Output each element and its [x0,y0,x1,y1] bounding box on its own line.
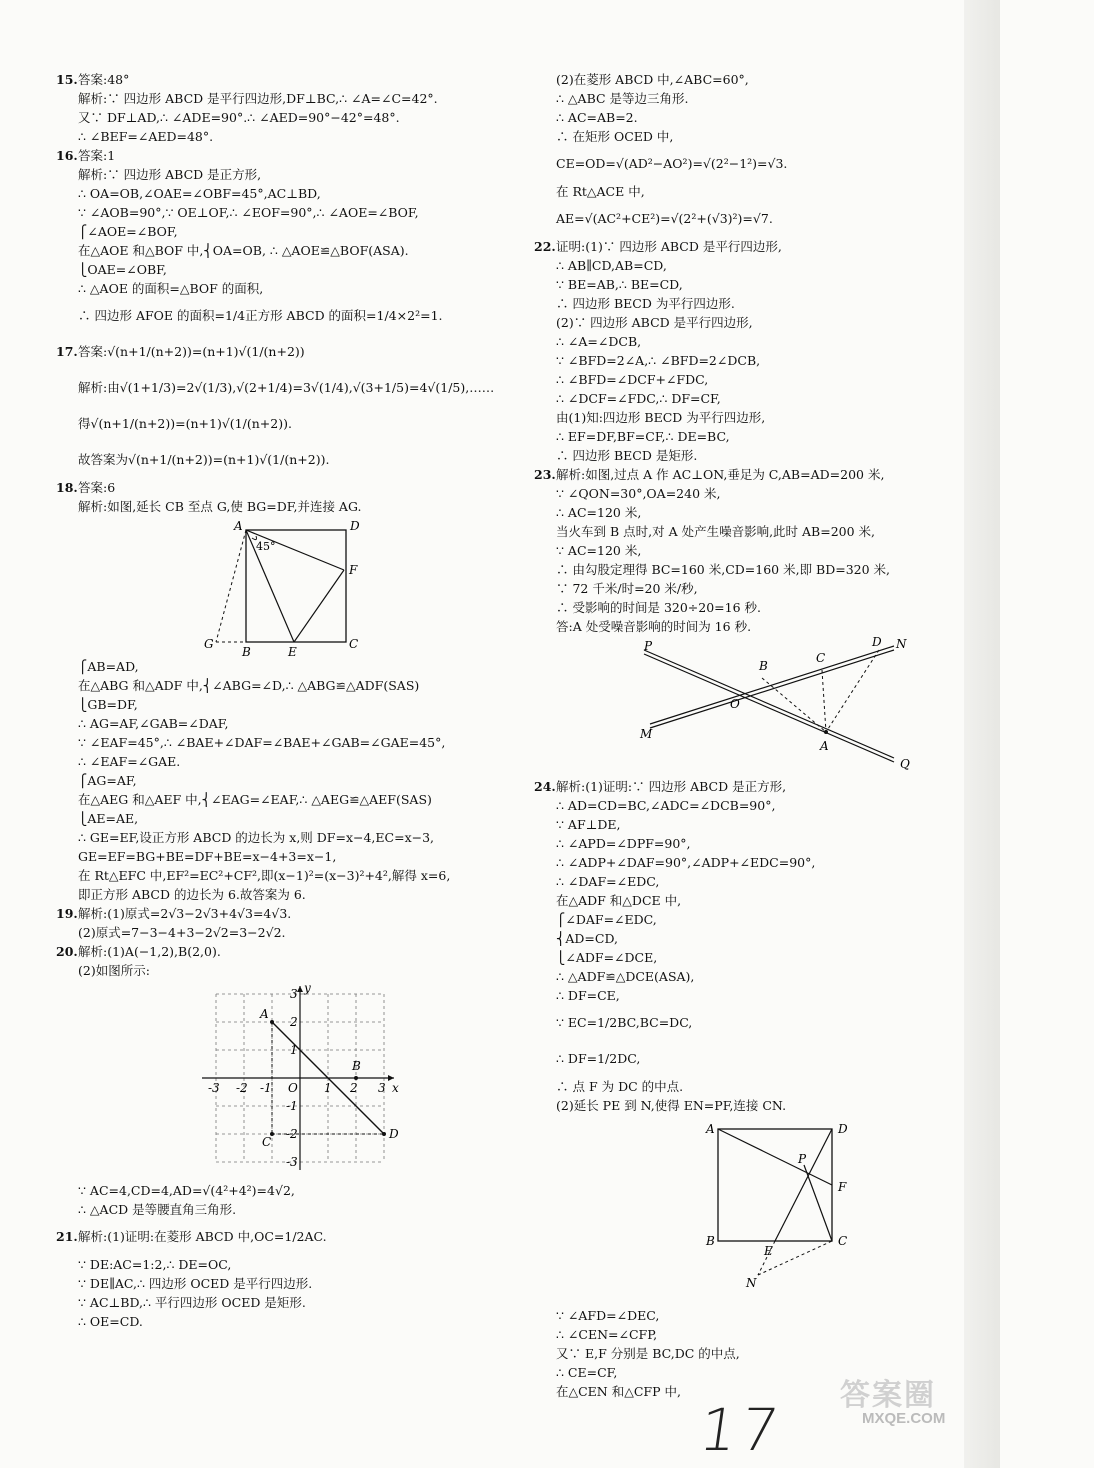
line-text: ⎩GB=DF, [78,697,138,712]
line-text: ∴ △AOE 的面积=△BOF 的面积, [78,281,264,296]
line-text: ⎩∠ADF=∠DCE, [556,950,658,965]
text-line [56,752,496,771]
line-text: ∵ EC=1/2BC,BC=DC, [556,1015,693,1030]
line-text: 在△AEG 和△AEF 中,⎨∠EAG=∠EAF,∴ △AEG≌△AEF(SAS) [78,792,432,807]
line-text: ∵ AC=120 米, [556,543,642,558]
svg-text:A: A [706,1122,715,1136]
text-line [56,771,496,790]
text-line [534,853,934,872]
text-line [534,127,934,146]
text-line [534,910,934,929]
text-line [534,1077,934,1096]
text-line [534,1041,934,1077]
svg-text:1: 1 [324,1081,332,1095]
line-text: 解析:如图,延长 CB 至点 G,使 BG=DF,并连接 AG. [78,499,362,514]
text-line [56,279,496,298]
line-text: ∴ 在矩形 OCED 中, [556,129,674,144]
text-line [534,389,934,408]
svg-text:E: E [764,1244,773,1258]
svg-text:A: A [820,739,829,753]
line-text: 答案:48° [78,72,130,87]
text-line [534,522,934,541]
text-line [56,406,496,442]
text-line [56,866,496,885]
figure-q18-square [166,519,466,659]
question-number: 17. [56,344,78,359]
text-line [56,89,496,108]
svg-text:F: F [838,1180,847,1194]
question-number: 15. [56,72,78,87]
svg-text:P: P [644,639,653,653]
line-text: 答案:√(n+1/(n+2))=(n+1)√(1/(n+2)) [78,344,305,359]
text-line [56,1274,496,1293]
line-text: 由(1)知:四边形 BECD 为平行四边形, [556,410,766,425]
line-text: 解析:∵ 四边形 ABCD 是正方形, [78,167,262,182]
line-text: ∵ AC⊥BD,∴ 平行四边形 OCED 是矩形. [78,1295,306,1310]
line-text: ∴ 四边形 BECD 是矩形. [556,448,698,463]
text-line [534,834,934,853]
question-number: 16. [56,148,78,163]
line-text: ⎧∠AOE=∠BOF, [78,224,178,239]
svg-text:C: C [816,651,826,665]
line-text: 当火车到 B 点时,对 A 处产生噪音影响,此时 AB=200 米, [556,524,876,539]
left-column [56,70,496,1331]
text-line [534,1096,934,1115]
line-text: ∴ 点 F 为 DC 的中点. [556,1079,684,1094]
text-line [56,733,496,752]
line-text: ∵ AF⊥DE, [556,817,621,832]
text-line [534,796,934,815]
line-text: ∴ ∠BFD=∠DCF+∠FDC, [556,372,709,387]
text-line [534,929,934,948]
watermark-logo: 答案圈 [840,1378,936,1413]
line-text: ∵ DE:AC=1:2,∴ DE=OC, [78,1257,232,1272]
text-line [534,332,934,351]
line-text: ∵ AC=4,CD=4,AD=√(4²+4²)=4√2, [78,1183,295,1198]
svg-text:-1: -1 [286,1099,298,1113]
line-text: ∴ ∠ADP+∠DAF=90°,∠ADP+∠EDC=90°, [556,855,816,870]
line-text: ∵ 72 千米/时=20 米/秒, [556,581,698,596]
text-line [56,442,496,478]
text-line [534,370,934,389]
line-text: ∴ EF=DF,BF=CF,∴ DE=BC, [556,429,730,444]
text-line [56,695,496,714]
line-text: 答:A 处受噪音影响的时间为 16 秒. [556,619,752,634]
line-text: ∵ DE∥AC,∴ 四边形 OCED 是平行四边形. [78,1276,313,1291]
line-text: ⎧AG=AF, [78,773,137,788]
text-line [56,676,496,695]
svg-text:D: D [872,635,882,649]
text-line [534,237,934,256]
line-text: ∵ ∠BFD=2∠A,∴ ∠BFD=2∠DCB, [556,353,761,368]
text-line [56,714,496,733]
text-line [534,815,934,834]
text-line [534,70,934,89]
text-line [534,427,934,446]
question-number: 20. [56,944,78,959]
text-line [534,313,934,332]
text-line [534,560,934,579]
text-line [534,201,934,237]
line-text: ∴ 四边形 BECD 为平行四边形. [556,296,735,311]
svg-text:3: 3 [378,1081,386,1095]
line-text: ∴ GE=EF,设正方形 ABCD 的边长为 x,则 DF=x−4,EC=x−3, [78,830,435,845]
line-text: 又∵ DF⊥AD,∴ ∠ADE=90°.∴ ∠AED=90°−42°=48°. [78,110,400,125]
text-line [56,828,496,847]
line-text: ∴ AB∥CD,AB=CD, [556,258,667,273]
line-text: CE=OD=√(AD²−AO²)=√(2²−1²)=√3. [556,156,788,171]
line-text: 在△ADF 和△DCE 中, [556,893,682,908]
line-text: ∵ ∠EAF=45°,∴ ∠BAE+∠DAF=∠BAE+∠GAB=∠GAE=45°, [78,735,446,750]
line-text: 故答案为√(n+1/(n+2))=(n+1)√(1/(n+2)). [78,452,330,467]
text-line [56,70,496,89]
line-text: ∵ BE=AB,∴ BE=CD, [556,277,683,292]
line-text: ⎧AB=AD, [78,659,139,674]
text-line [56,370,496,406]
line-text: 得√(n+1/(n+2))=(n+1)√(1/(n+2)). [78,416,292,431]
line-text: 证明:(1)∵ 四边形 ABCD 是平行四边形, [556,239,782,254]
text-line [56,222,496,241]
line-text: ∴ ∠DCF=∠FDC,∴ DF=CF, [556,391,721,406]
line-text: ∴ ∠CEN=∠CFP, [556,1327,658,1342]
svg-text:C: C [349,637,359,651]
svg-text:B: B [706,1234,715,1248]
question-number: 19. [56,906,78,921]
svg-text:1: 1 [290,1043,298,1057]
line-text: 答案:6 [78,480,116,495]
line-text: 解析:(1)A(−1,2),B(2,0). [78,944,221,959]
text-line [56,108,496,127]
figure-q20-grid [196,981,496,1174]
svg-text:2: 2 [350,1081,358,1095]
text-line [56,127,496,146]
svg-text:-2: -2 [286,1127,298,1141]
text-line [56,203,496,222]
text-line [56,298,496,334]
line-text: 在△CEN 和△CFP 中, [556,1384,681,1399]
svg-text:N: N [896,637,907,651]
text-line [56,1312,496,1331]
line-text: 解析:(1)原式=2√3−2√3+4√3=4√3. [78,906,292,921]
line-text: 解析:∵ 四边形 ABCD 是平行四边形,DF⊥BC,∴ ∠A=∠C=42°. [78,91,438,106]
text-line [56,260,496,279]
svg-text:B: B [759,659,768,673]
text-line [56,165,496,184]
text-line [534,891,934,910]
line-text: ∴ OA=OB,∠OAE=∠OBF=45°,AC⊥BD, [78,186,321,201]
text-line [56,497,496,516]
svg-text:G: G [204,637,214,651]
svg-text:-2: -2 [236,1081,248,1095]
figure-q23-railway [534,635,934,771]
line-text: ∴ OE=CD. [78,1314,143,1329]
line-text: (2)在菱形 ABCD 中,∠ABC=60°, [556,72,749,87]
svg-text:2: 2 [290,1015,298,1029]
text-line [534,351,934,370]
line-text: ⎧∠DAF=∠EDC, [556,912,657,927]
svg-text:O: O [288,1081,298,1095]
text-line [56,1255,496,1274]
question-number: 22. [534,239,556,254]
line-text: GE=EF=BG+BE=DF+BE=x−4+3=x−1, [78,849,337,864]
line-text: ∴ DF=CE, [556,988,620,1003]
line-text: 解析:(1)证明:在菱形 ABCD 中,OC=1/2AC. [78,1229,327,1244]
text-line [534,948,934,967]
left-block-2 [56,657,496,980]
line-text: ∴ AG=AF,∠GAB=∠DAF, [78,716,229,731]
figure-q24-square [694,1119,1094,1299]
text-line [534,1344,934,1363]
text-line [534,1005,934,1041]
text-line [56,146,496,165]
svg-text:M: M [640,727,653,741]
right-block-1 [534,70,934,636]
line-text: 在△AOE 和△BOF 中,⎨OA=OB, ∴ △AOE≌△BOF(ASA). [78,243,409,258]
question-number: 23. [534,467,556,482]
svg-text:B: B [242,645,251,659]
svg-text:-3: -3 [286,1155,298,1169]
text-line [534,617,934,636]
text-line [56,790,496,809]
line-text: ∴ 受影响的时间是 320÷20=16 秒. [556,600,762,615]
watermark-text: MXQE.COM [862,1410,946,1427]
svg-text:3: 3 [290,987,298,1001]
text-line [56,184,496,203]
text-line [56,1200,496,1219]
text-line [534,1306,934,1325]
left-block-3 [56,1181,496,1331]
line-text: ∴ ∠DAF=∠EDC, [556,874,660,889]
svg-text:B: B [352,1059,361,1073]
line-text: ∴ △ABC 是等边三角形. [556,91,689,106]
left-block-1 [56,70,496,516]
svg-text:P: P [798,1152,807,1166]
line-text: ∴ ∠EAF=∠GAE. [78,754,181,769]
text-line [56,885,496,904]
line-text: ⎩OAE=∠OBF, [78,262,167,277]
svg-text:F: F [349,563,358,577]
text-line [534,598,934,617]
text-line [534,986,934,1005]
line-text: (2)如图所示: [78,963,150,978]
line-text: ∴ AC=120 米, [556,505,642,520]
line-text: ∵ ∠AFD=∠DEC, [556,1308,660,1323]
text-line [534,275,934,294]
svg-text:D: D [350,519,360,533]
question-number: 18. [56,480,78,495]
text-line [534,294,934,313]
svg-text:D: D [838,1122,848,1136]
line-text: ∴ 由勾股定理得 BC=160 米,CD=160 米,即 BD=320 米, [556,562,891,577]
text-line [56,334,496,370]
text-line [56,241,496,260]
line-text: ∴ ∠BEF=∠AED=48°. [78,129,214,144]
line-text: 解析:如图,过点 A 作 AC⊥ON,垂足为 C,AB=AD=200 米, [556,467,885,482]
line-text: ∴ AC=AB=2. [556,110,638,125]
line-text: (2)延长 PE 到 N,使得 EN=PF,连接 CN. [556,1098,787,1113]
text-line [534,484,934,503]
line-text: ∴ AD=CD=BC,∠ADC=∠DCB=90°, [556,798,776,813]
text-line [56,847,496,866]
line-text: 答案:1 [78,148,116,163]
text-line [534,408,934,427]
line-text: 在△ABG 和△ADF 中,⎨∠ABG=∠D,∴ △ABG≌△ADF(SAS) [78,678,420,693]
svg-text:45°: 45° [256,540,276,553]
svg-text:C: C [838,1234,848,1248]
text-line [56,923,496,942]
svg-text:-1: -1 [260,1081,272,1095]
line-text: AE=√(AC²+CE²)=√(2²+(√3)²)=√7. [556,211,773,226]
line-text: 解析:由√(1+1/3)=2√(1/3),√(2+1/4)=3√(1/4),√(3+1/5)=4√(1/5),…… [78,380,495,395]
line-text: ∴ △ADF≌△DCE(ASA), [556,969,695,984]
text-line [56,478,496,497]
line-text: ∵ ∠AOB=90°,∵ OE⊥OF,∴ ∠EOF=90°,∴ ∠AOE=∠BOF, [78,205,419,220]
text-line [56,961,496,980]
text-line [534,541,934,560]
line-text: 在 Rt△ACE 中, [556,184,645,199]
svg-text:-3: -3 [208,1081,220,1095]
right-block-2 [534,777,934,1115]
svg-text:C: C [262,1135,272,1149]
text-line [534,256,934,275]
text-line [56,657,496,676]
svg-text:A: A [234,519,243,533]
line-text: ∴ DF=1/2DC, [556,1051,641,1066]
text-line [534,872,934,891]
line-text: 解析:(1)证明:∵ 四边形 ABCD 是正方形, [556,779,787,794]
text-line [534,146,934,182]
line-text: 即正方形 ABCD 的边长为 6.故答案为 6. [78,887,306,902]
page-number: 17 [695,1396,787,1464]
svg-text:D: D [389,1127,399,1141]
text-line [534,967,934,986]
text-line [534,446,934,465]
line-text: ⎩AE=AE, [78,811,139,826]
line-text: (2)原式=7−3−4+3−2√2=3−2√2. [78,925,286,940]
text-line [534,503,934,522]
text-line [56,904,496,923]
text-line [534,579,934,598]
svg-text:E: E [288,645,297,659]
text-line [534,182,934,201]
question-number: 21. [56,1229,78,1244]
svg-text:N: N [746,1276,757,1290]
text-line [534,108,934,127]
line-text: ∴ △ACD 是等腰直角三角形. [78,1202,237,1217]
line-text: (2)∵ 四边形 ABCD 是平行四边形, [556,315,753,330]
text-line [534,89,934,108]
line-text: ∴ 四边形 AFOE 的面积=1/4正方形 ABCD 的面积=1/4×2²=1. [78,308,443,323]
svg-text:x: x [392,1081,399,1095]
text-line [534,1325,934,1344]
text-line [56,1219,496,1255]
text-line [56,809,496,828]
text-line [56,1181,496,1200]
line-text: ∴ CE=CF, [556,1365,618,1380]
svg-text:Q: Q [900,757,910,771]
svg-text:A: A [260,1007,269,1021]
text-line [534,777,934,796]
svg-text:y: y [304,981,311,995]
line-text: 又∵ E,F 分别是 BC,DC 的中点, [556,1346,740,1361]
line-text: ⎨AD=CD, [556,931,619,946]
text-line [56,942,496,961]
line-text: ∴ ∠APD=∠DPF=90°, [556,836,691,851]
line-text: ∴ ∠A=∠DCB, [556,334,642,349]
text-line [56,1293,496,1312]
line-text: 在 Rt△EFC 中,EF²=EC²+CF²,即(x−1)²=(x−3)²+4²,解得 x=6, [78,868,451,883]
text-line [534,465,934,484]
svg-text:O: O [730,697,740,711]
question-number: 24. [534,779,556,794]
right-column [534,70,934,1401]
line-text: ∵ ∠QON=30°,OA=240 米, [556,486,721,501]
